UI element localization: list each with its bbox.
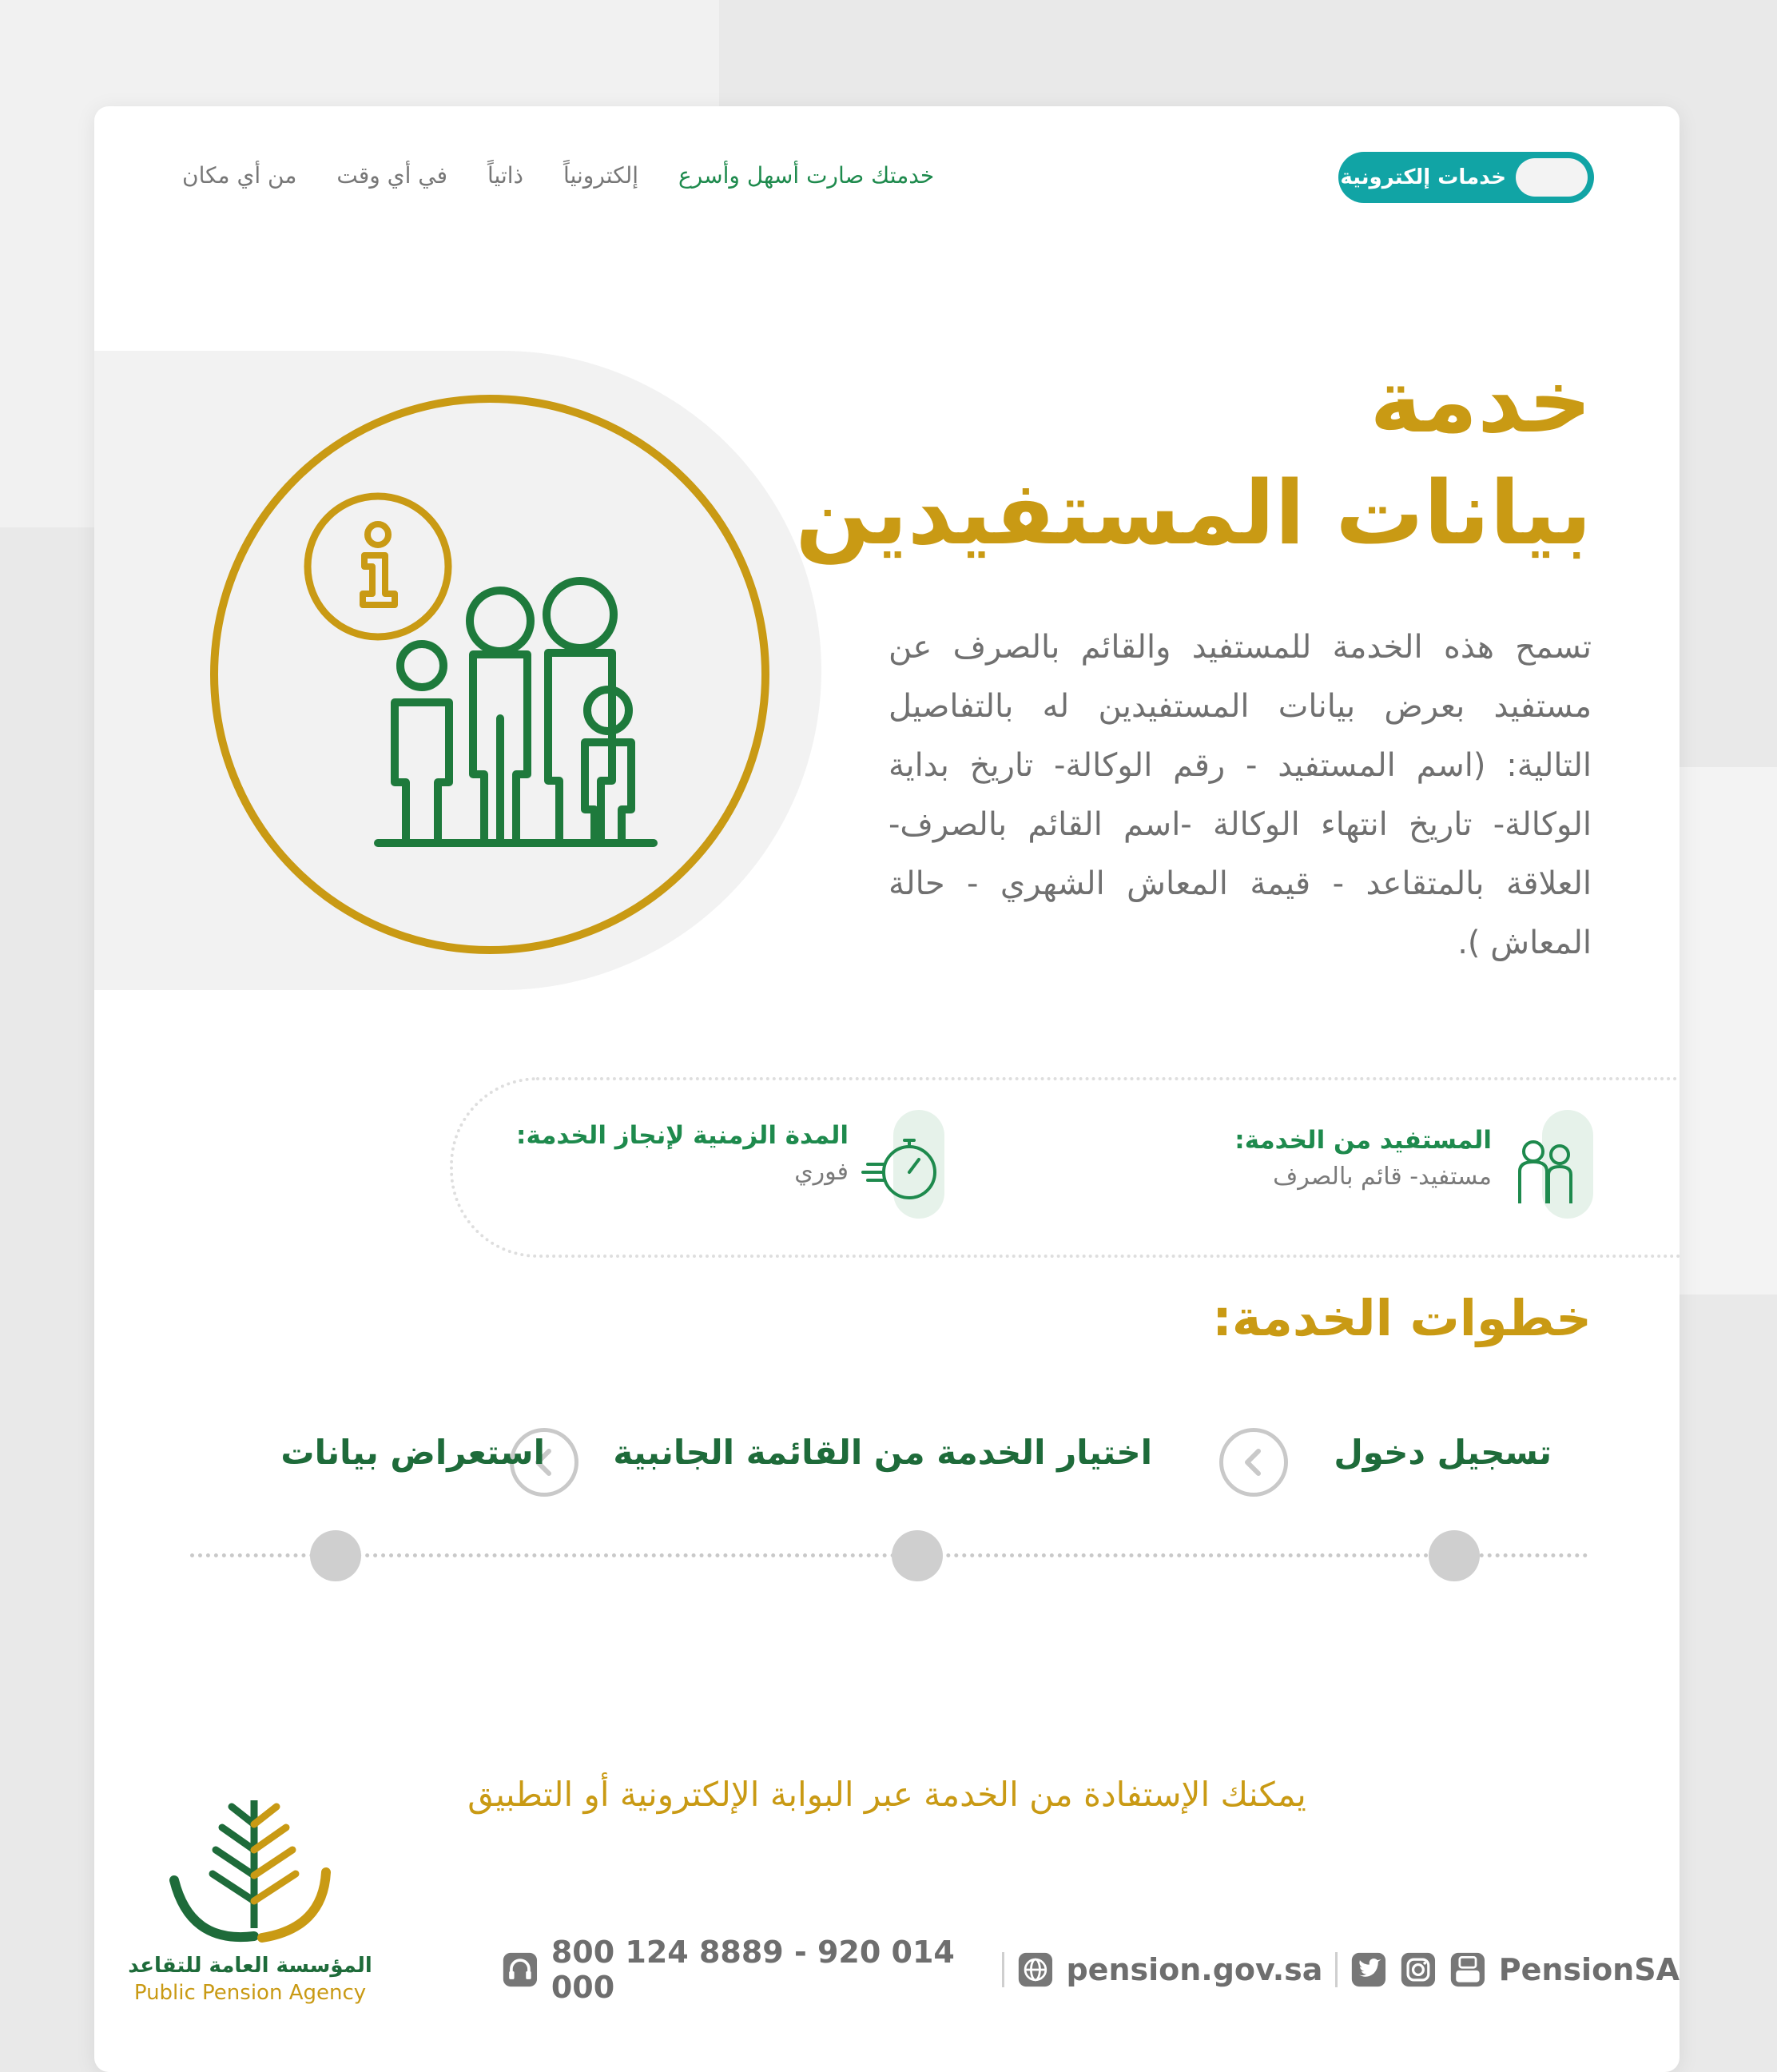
illustration-circle: [214, 399, 765, 950]
steps-timeline: [190, 1553, 1588, 1557]
steps-title: خطوات الخدمة:: [1212, 1289, 1592, 1347]
twitter-icon[interactable]: [1350, 1950, 1387, 1990]
eservices-label: خدمات إلكترونية: [1340, 165, 1506, 189]
pension-agency-logo: [166, 1792, 342, 1952]
chevron-left-icon: [1219, 1428, 1288, 1497]
family-info-illustration: [206, 391, 773, 958]
beneficiary-block: [1234, 1126, 1492, 1191]
globe-icon: [1017, 1950, 1054, 1990]
footer-divider: [1002, 1952, 1004, 1987]
hero-title-line2: بيانات المستفيدين: [795, 462, 1592, 564]
logo-text-en: Public Pension Agency: [133, 1981, 367, 2005]
service-card: [94, 106, 1680, 2072]
tagline: [182, 157, 934, 193]
phone-numbers[interactable]: 800 124 8889 - 920 014 000: [551, 1935, 955, 2005]
step-choose-service: اختيار الخدمة من القائمة الجانبية: [613, 1433, 1152, 1472]
website-link[interactable]: pension.gov.sa: [1066, 1952, 1323, 1987]
info-icon: [308, 496, 448, 637]
instagram-icon[interactable]: [1400, 1950, 1437, 1990]
headset-icon: [502, 1950, 539, 1990]
step-view-data: استعراض بيانات: [280, 1433, 545, 1472]
step-dot-1: [1429, 1530, 1480, 1581]
duration-block: [516, 1121, 849, 1186]
tagline-main: خدمتك صارت أسهل وأسرع: [678, 161, 935, 189]
tagline-self: ذاتياً: [487, 161, 524, 189]
duration-title: المدة الزمنية لإنجاز الخدمة:: [516, 1121, 849, 1150]
duration-value: فوري: [794, 1158, 849, 1186]
tagline-anywhere: من أي مكان: [182, 161, 297, 189]
step-dot-2: [892, 1530, 943, 1581]
beneficiary-value: مستفيد- قائم بالصرف: [1273, 1163, 1492, 1191]
eservices-toggle[interactable]: [1338, 152, 1594, 203]
footer-divider: [1335, 1952, 1338, 1987]
stopwatch-icon: [860, 1127, 948, 1207]
social-handle[interactable]: PensionSA: [1498, 1952, 1680, 1987]
footer-contacts: [502, 1935, 1680, 2005]
service-description: تسمح هذه الخدمة للمستفيد والقائم بالصرف عن مستفيد بعرض بيانات المستفيدين له بالتفاصيل التالية: (اسم المستفيد - رقم الوكالة- تاريخ بداية الوكالة- تاريخ انتهاء الوكالة -اسم القائم بالصرف-العلاقة بالمتقاعد - قيمة المعاش الشهري - حالة المعاش ).: [888, 629, 1592, 961]
tagline-anytime: في أي وقت: [336, 161, 447, 189]
youtube-icon[interactable]: [1449, 1950, 1486, 1990]
hero-title-line1: خدمة: [1370, 350, 1592, 452]
cta-text: يمكنك الإستفادة من الخدمة عبر البوابة الإلكترونية أو التطبيق: [467, 1775, 1306, 1814]
step-dot-3: [310, 1530, 361, 1581]
beneficiary-icon: [1505, 1127, 1585, 1207]
logo-text-ar: المؤسسة العامة للتقاعد: [128, 1954, 372, 1978]
tagline-online: إلكترونياً: [563, 161, 638, 189]
beneficiary-title: المستفيد من الخدمة:: [1234, 1126, 1492, 1155]
step-login: تسجيل دخول: [1334, 1433, 1552, 1472]
toggle-knob: [1516, 158, 1588, 197]
